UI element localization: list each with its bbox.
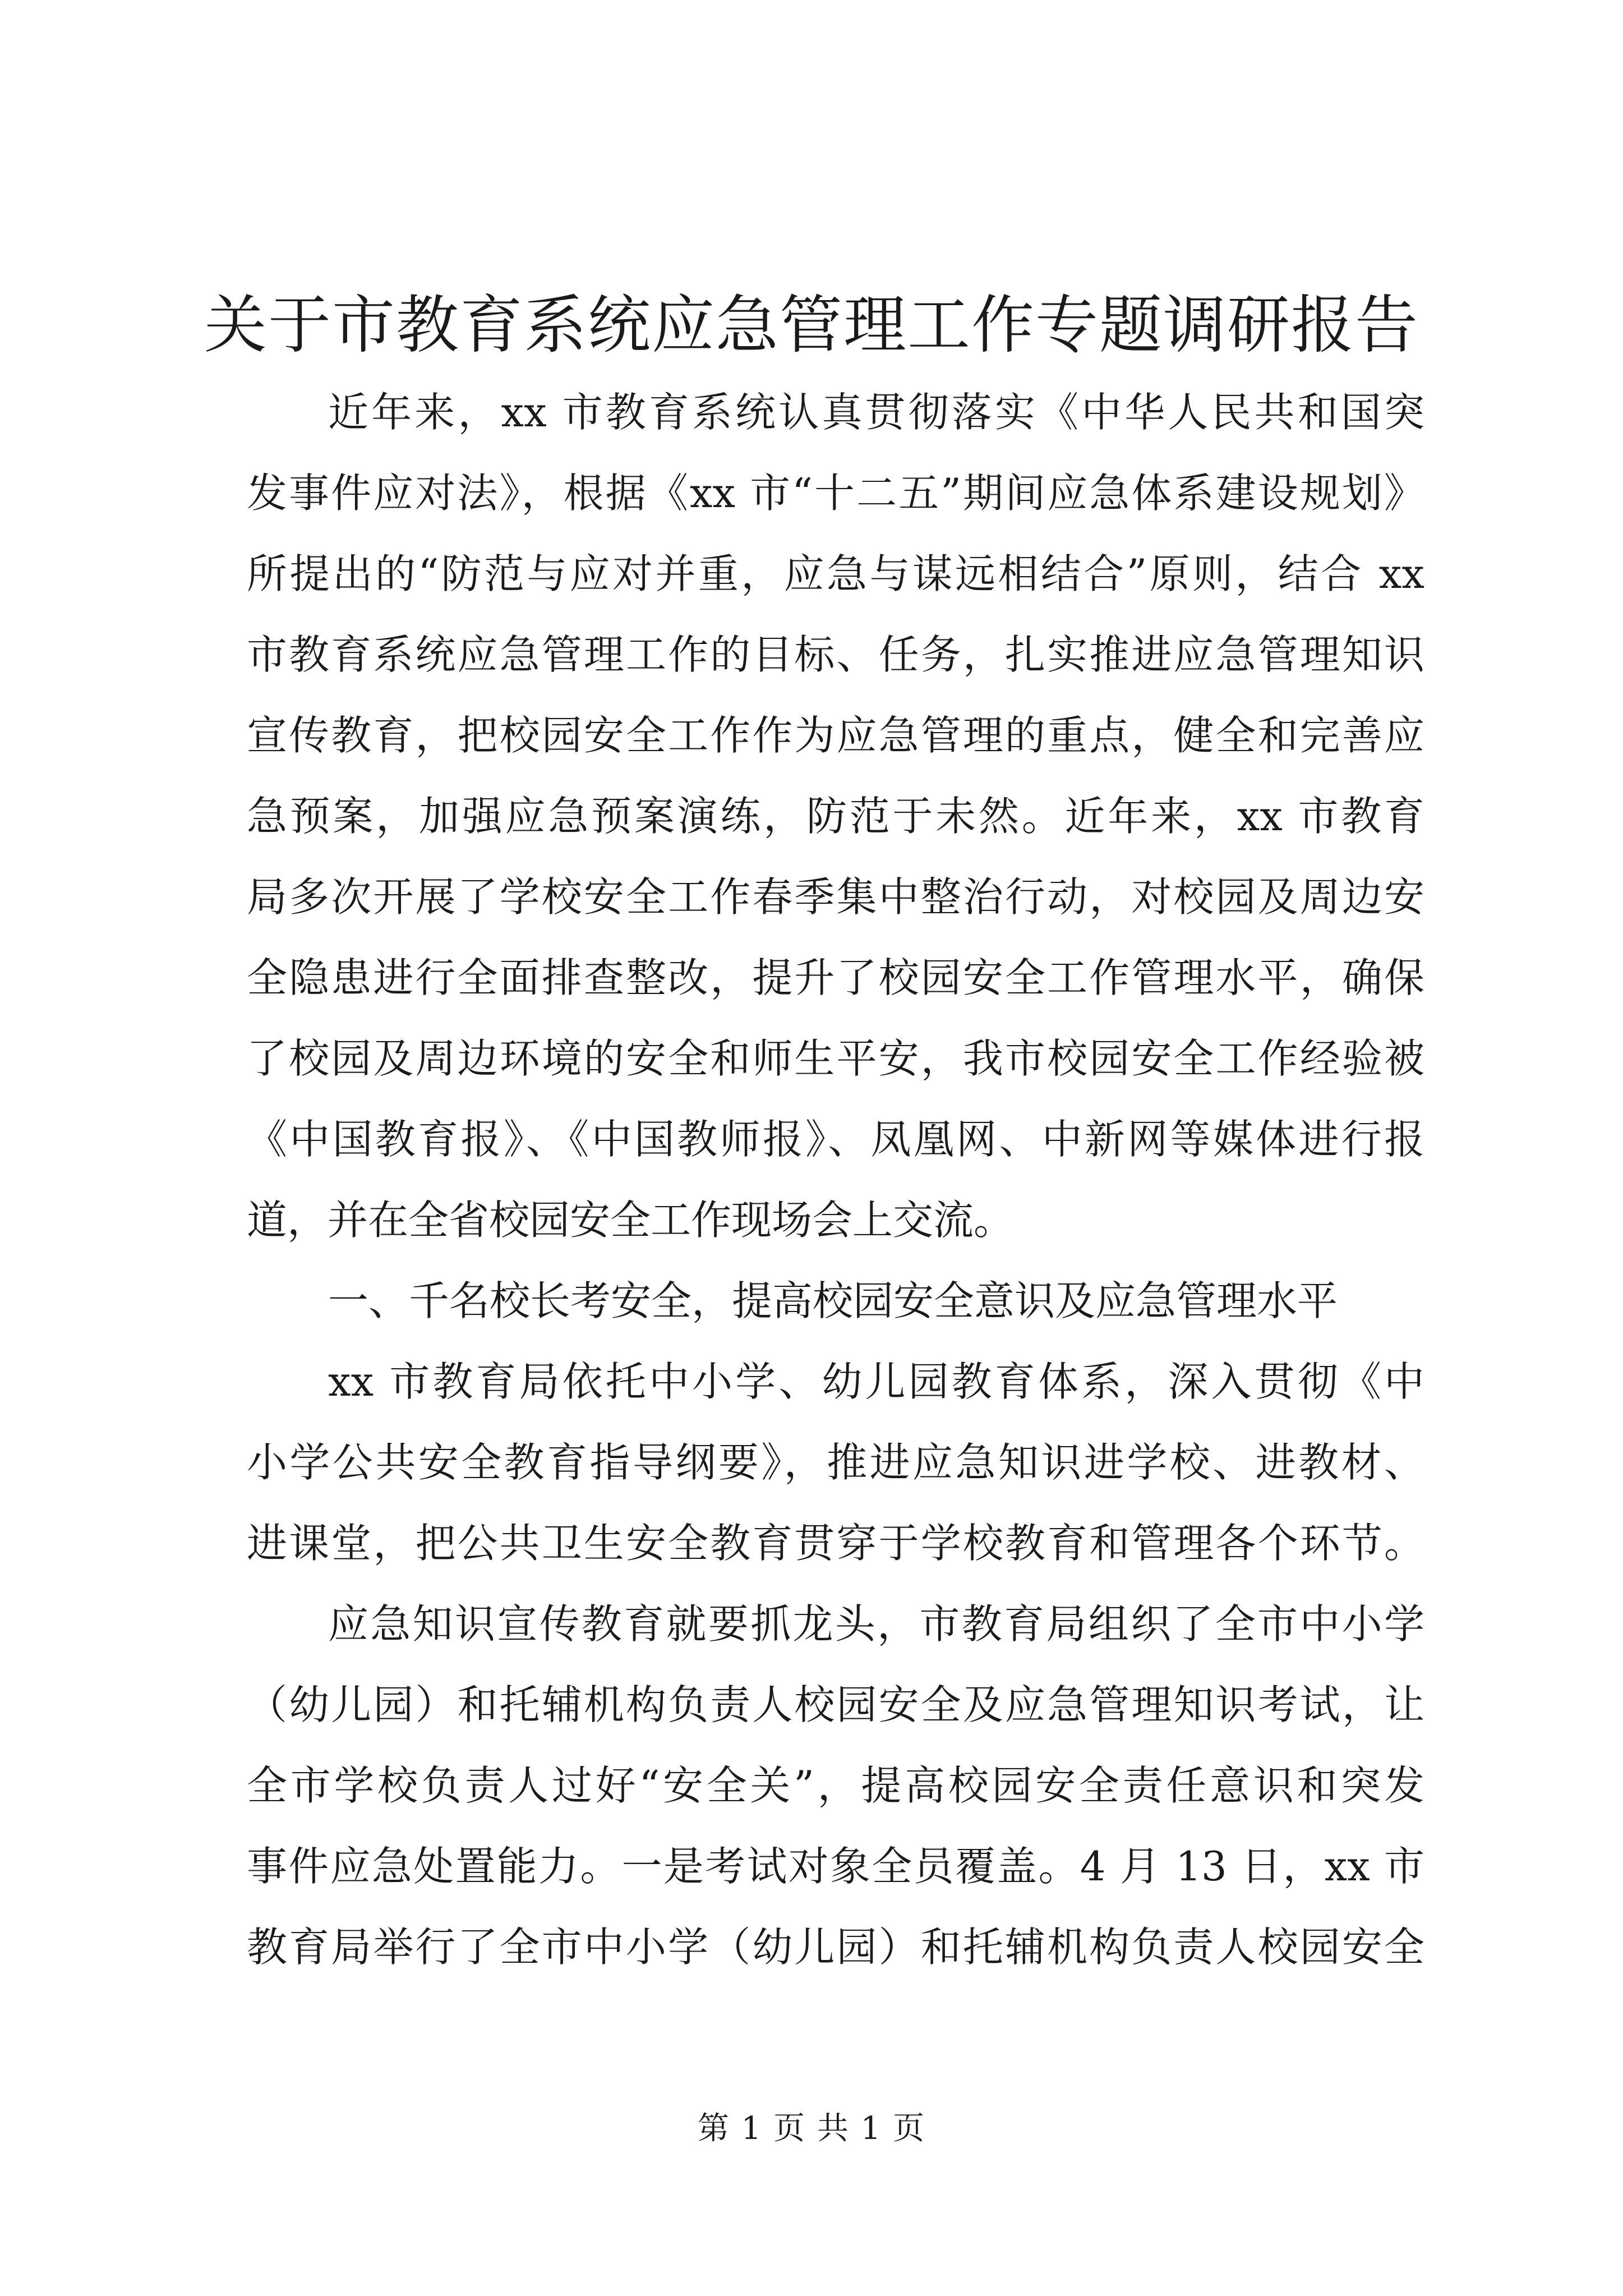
paragraph-1-line-11: 道，并在全省校园安全工作现场会上交流。 xyxy=(247,1197,1015,1244)
paragraph-1-line-2: 发事件应对法》，根据《xx 市“十二五”期间应急体系建设规划》 xyxy=(247,470,1424,517)
paragraph-4-line-4: 事件应急处置能力。一是考试对象全员覆盖。4 月 13 日，xx 市 xyxy=(247,1843,1424,1890)
paragraph-1-line-1: 近年来，xx 市教育系统认真贯彻落实《中华人民共和国突 xyxy=(328,389,1424,436)
paragraph-4-line-2: （幼儿园）和托辅机构负责人校园安全及应急管理知识考试，让 xyxy=(247,1681,1424,1728)
paragraph-3-line-3: 进课堂，把公共卫生安全教育贯穿于学校教育和管理各个环节。 xyxy=(247,1520,1424,1567)
paragraph-1-line-9: 了校园及周边环境的安全和师生平安，我市校园安全工作经验被 xyxy=(247,1035,1424,1082)
paragraph-1-line-3: 所提出的“防范与应对并重，应急与谋远相结合”原则，结合 xx xyxy=(247,550,1424,597)
paragraph-1-line-8: 全隐患进行全面排查整改，提升了校园安全工作管理水平，确保 xyxy=(247,954,1424,1001)
paragraph-1-line-4: 市教育系统应急管理工作的目标、任务，扎实推进应急管理知识 xyxy=(247,631,1424,678)
paragraph-3-line-2: 小学公共安全教育指导纲要》，推进应急知识进学校、进教材、 xyxy=(247,1439,1424,1486)
paragraph-4-line-5: 教育局举行了全市中小学（幼儿园）和托辅机构负责人校园安全 xyxy=(247,1924,1424,1971)
paragraph-4-line-3: 全市学校负责人过好“安全关”，提高校园安全责任意识和突发 xyxy=(247,1762,1424,1809)
page-number-footer: 第 1 页 共 1 页 xyxy=(697,2110,926,2147)
paragraph-1-line-6: 急预案，加强应急预案演练，防范于未然。近年来，xx 市教育 xyxy=(247,793,1424,840)
paragraph-4-line-1: 应急知识宣传教育就要抓龙头，市教育局组织了全市中小学 xyxy=(328,1600,1424,1648)
paragraph-3-line-1: xx 市教育局依托中小学、幼儿园教育体系，深入贯彻《中 xyxy=(328,1358,1424,1405)
paragraph-1-line-10: 《中国教育报》、《中国教师报》、凤凰网、中新网等媒体进行报 xyxy=(247,1116,1424,1163)
section-heading-1: 一、千名校长考安全，提高校园安全意识及应急管理水平 xyxy=(328,1277,1338,1324)
document-title: 关于市教育系统应急管理工作专题调研报告 xyxy=(204,289,1419,362)
paragraph-1-line-7: 局多次开展了学校安全工作春季集中整治行动，对校园及周边安 xyxy=(247,873,1424,921)
paragraph-1-line-5: 宣传教育，把校园安全工作作为应急管理的重点，健全和完善应 xyxy=(247,712,1424,759)
